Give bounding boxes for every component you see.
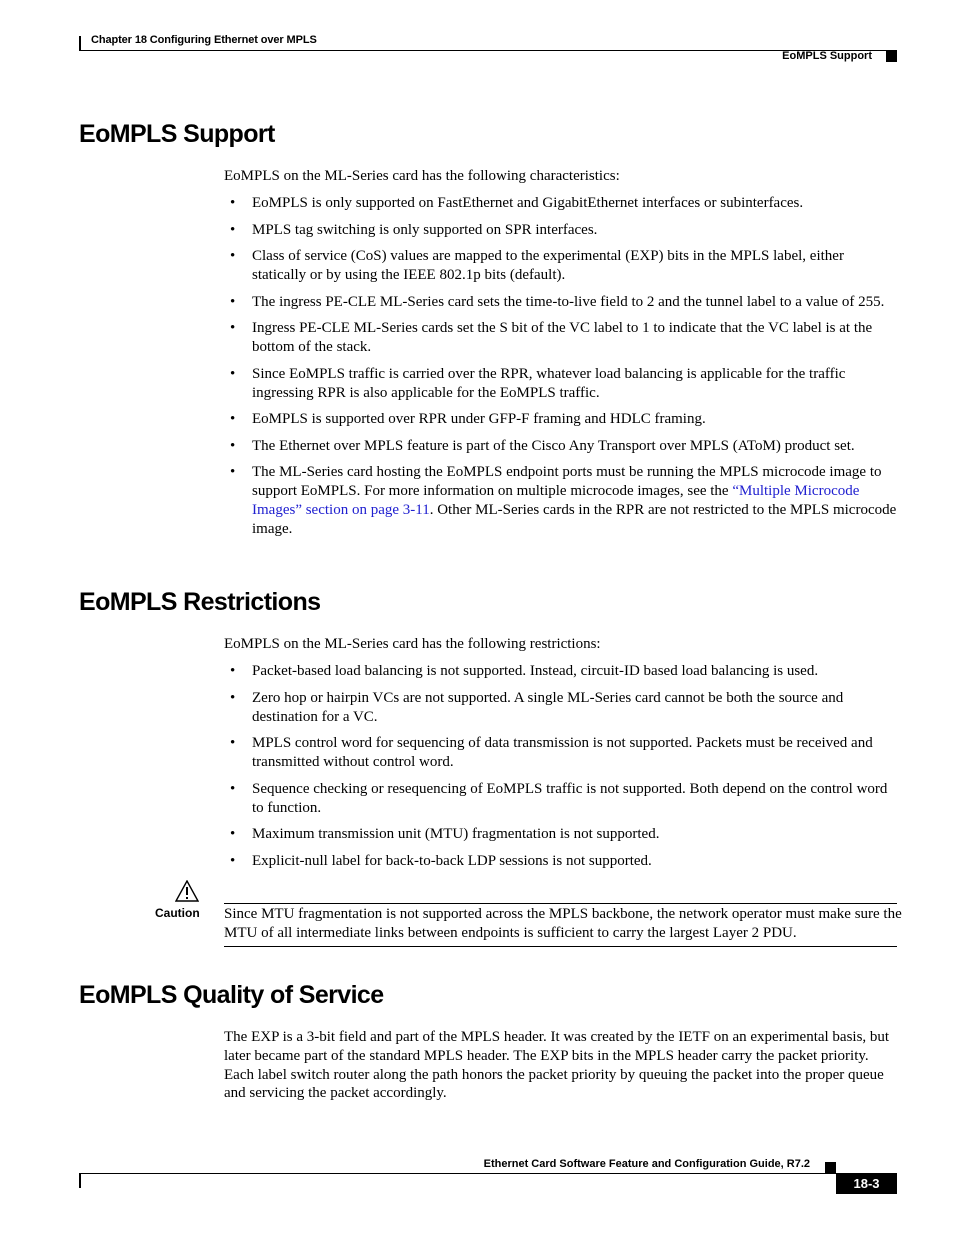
list-item: • EoMPLS is only supported on FastEthernet and GigabitEthernet interfaces or subinterfaces.	[224, 194, 897, 213]
heading-support: EoMPLS Support	[79, 120, 275, 148]
list-item: • The Ethernet over MPLS feature is part of the Cisco Any Transport over MPLS (AToM) product set.	[224, 437, 897, 456]
header-chapter: Chapter 18 Configuring Ethernet over MPLS	[91, 34, 317, 46]
list-item: • Packet-based load balancing is not supported. Instead, circuit-ID based load balancing is used.	[224, 662, 897, 681]
header-section: EoMPLS Support	[782, 50, 872, 62]
cross-reference-link[interactable]: “Multiple Microcode Images” section on page 3-11	[252, 483, 860, 518]
list-item: • Explicit-null label for back-to-back LDP sessions is not supported.	[224, 852, 897, 871]
list-item: • Zero hop or hairpin VCs are not supported. A single ML-Series card cannot be both the source and destination for a VC.	[224, 689, 897, 727]
restrictions-list	[224, 662, 897, 878]
text-run: The ML-Series card hosting the EoMPLS endpoint ports must be running the MPLS microcode image to support EoMPLS. For more information on multiple microcode images, see the	[252, 464, 882, 499]
list-item: • MPLS control word for sequencing of data transmission is not supported. Packets must be received and transmitted without control word.	[224, 734, 897, 772]
caution-text: Since MTU fragmentation is not supported across the MPLS backbone, the network operator must make sure the MTU of all intermediate links between endpoints is sufficient to carry the largest Layer 2 PDU.	[224, 906, 902, 941]
list-item: • The ingress PE-CLE ML-Series card sets the time-to-live field to 2 and the tunnel label to a value of 255.	[224, 293, 897, 312]
list-item: • Sequence checking or resequencing of EoMPLS traffic is not supported. Both depend on the control word to function.	[224, 780, 897, 818]
caution-icon	[175, 880, 199, 902]
support-intro: EoMPLS on the ML-Series card has the following characteristics:	[224, 168, 620, 184]
list-item	[224, 463, 897, 539]
support-list	[224, 194, 897, 547]
footer-title: Ethernet Card Software Feature and Configuration Guide, R7.2	[483, 1158, 810, 1170]
header-block-marker	[886, 51, 897, 62]
footer-rule	[79, 1173, 897, 1174]
caution-label: Caution	[155, 906, 200, 920]
text-run: . Other ML-Series cards in the RPR are not restricted to the MPLS microcode image.	[252, 502, 897, 537]
caution-rule-top	[224, 903, 897, 904]
restrictions-intro: EoMPLS on the ML-Series card has the following restrictions:	[224, 636, 601, 652]
header-rule	[79, 50, 897, 51]
header-left-bar	[79, 36, 81, 50]
list-item: • Since EoMPLS traffic is carried over the RPR, whatever load balancing is applicable for the traffic ingressing RPR is also applicable for the EoMPLS traffic.	[224, 365, 897, 403]
list-item: • Ingress PE-CLE ML-Series cards set the S bit of the VC label to 1 to indicate that the VC label is at the bottom of the stack.	[224, 319, 897, 357]
caution-rule-bottom	[224, 946, 897, 947]
list-item: • Class of service (CoS) values are mapped to the experimental (EXP) bits in the MPLS label, either statically or by using the IEEE 802.1p bits (default).	[224, 247, 897, 285]
page-number: 18-3	[836, 1174, 897, 1194]
list-item: • Maximum transmission unit (MTU) fragmentation is not supported.	[224, 825, 897, 844]
list-item: • MPLS tag switching is only supported on SPR interfaces.	[224, 221, 897, 240]
qos-body: The EXP is a 3-bit field and part of the MPLS header. It was created by the IETF on an experimental basis, but later became part of the standard MPLS header. The EXP bits in the MPLS header carry the packet priority. Each label switch router along the path honors the packet priority by queuing the packet into the proper queue and servicing the packet accordingly.	[224, 1029, 890, 1102]
heading-qos: EoMPLS Quality of Service	[79, 981, 384, 1009]
list-item: • EoMPLS is supported over RPR under GFP-F framing and HDLC framing.	[224, 410, 897, 429]
footer-block-marker	[825, 1162, 836, 1173]
heading-restrictions: EoMPLS Restrictions	[79, 588, 321, 616]
footer-left-bar	[79, 1174, 81, 1188]
